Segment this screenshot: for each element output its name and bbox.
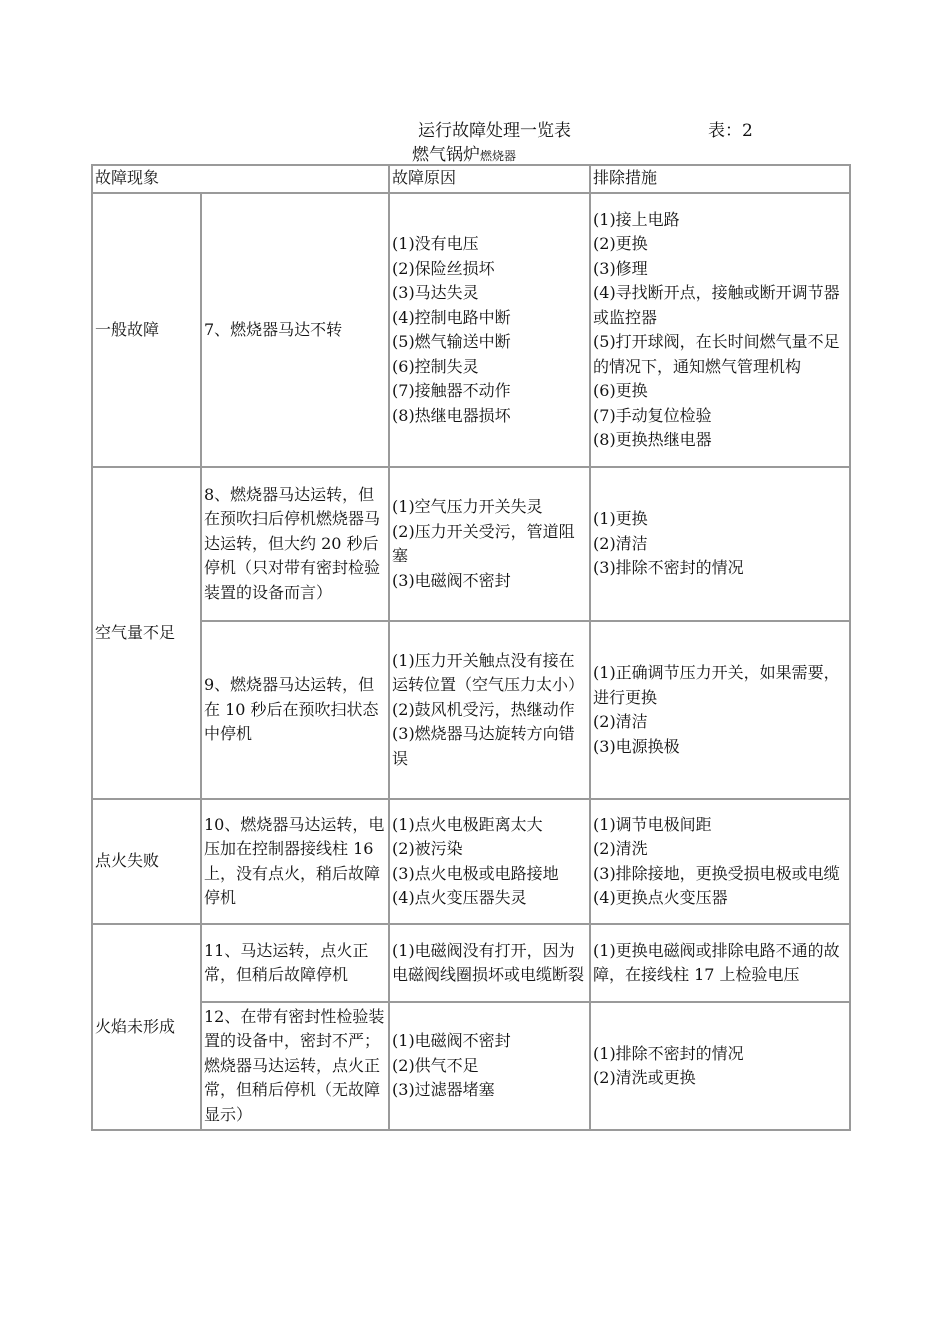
subtitle-small: 燃烧器 <box>480 149 517 163</box>
remedy-cell <box>590 621 850 799</box>
cause-item: (3)点火电极或电路接地 <box>392 863 559 883</box>
title-row <box>0 116 950 141</box>
cause-item: (4)点火变压器失灵 <box>392 888 527 907</box>
cause-cell <box>389 1002 590 1130</box>
table-row <box>92 924 850 1002</box>
cause-item: (2)被污染 <box>392 839 463 858</box>
remedy-cell <box>590 193 850 467</box>
cause-item: (1)电磁阀不密封 <box>392 1031 511 1051</box>
table-row <box>92 467 850 621</box>
symptom-cell: 10、燃烧器马达运转，电压加在控制器接线柱 16 上，没有点火，稍后故障停机 <box>201 799 389 924</box>
cause-item: (8)热继电器损坏 <box>392 405 511 425</box>
remedy-item: (4)更换点火变压器 <box>593 888 728 907</box>
cause-cell <box>389 799 590 924</box>
remedy-item: (1)正确调节压力开关，如果需要，进行更换 <box>593 663 840 707</box>
header-symptom: 故障现象 <box>92 165 389 193</box>
symptom-cell: 11、马达运转，点火正常，但稍后故障停机 <box>201 924 389 1002</box>
header-cause: 故障原因 <box>389 165 590 193</box>
remedy-item: (1)接上电路 <box>593 209 680 229</box>
remedy-item: (2)清洁 <box>593 712 648 731</box>
page-subtitle <box>412 140 516 165</box>
cause-item: (1)压力开关触点没有接在运转位置（空气压力太小） <box>392 650 585 695</box>
table-row <box>92 1002 850 1130</box>
remedy-cell <box>590 467 850 621</box>
remedy-item: (1)更换 <box>593 509 648 529</box>
cause-item: (1)没有电压 <box>392 234 479 253</box>
remedy-item: (5)打开球阀，在长时间燃气量不足的情况下，通知燃气管理机构 <box>593 332 840 376</box>
category-cell: 空气量不足 <box>92 467 201 799</box>
table-header-row <box>92 165 850 193</box>
header-remedy: 排除措施 <box>590 165 850 193</box>
page-title: 运行故障处理一览表 <box>418 121 571 141</box>
cause-item: (5)燃气输送中断 <box>392 332 511 351</box>
cause-item: (2)压力开关受污，管道阻塞 <box>392 521 575 565</box>
cause-cell <box>389 467 590 621</box>
remedy-item: (8)更换热继电器 <box>593 430 712 449</box>
remedy-item: (4)寻找断开点，接触或断开调节器或监控器 <box>593 283 840 327</box>
remedy-item: (3)排除不密封的情况 <box>593 558 744 578</box>
cause-item: (2)鼓风机受污，热继动作 <box>392 699 575 719</box>
cause-item: (3)马达失灵 <box>392 283 479 302</box>
cause-item: (3)电磁阀不密封 <box>392 570 511 590</box>
cause-item: (6)控制失灵 <box>392 356 479 376</box>
remedy-item: (7)手动复位检验 <box>593 405 712 425</box>
remedy-cell <box>590 924 850 1002</box>
remedy-item: (1)排除不密封的情况 <box>593 1043 744 1063</box>
cause-item: (3)燃烧器马达旋转方向错误 <box>392 724 575 768</box>
remedy-item: (3)修理 <box>593 258 648 278</box>
symptom-cell: 8、燃烧器马达运转，但在预吹扫后停机燃烧器马达运转，但大约 20 秒后停机（只对带有密封检验装置的设备而言） <box>201 467 389 621</box>
table-row <box>92 799 850 924</box>
cause-cell <box>389 621 590 799</box>
remedy-item: (2)更换 <box>593 234 648 253</box>
cause-item: (2)保险丝损坏 <box>392 258 495 278</box>
table-row <box>92 193 850 467</box>
cause-cell <box>389 924 590 1002</box>
symptom-cell: 12、在带有密封性检验装置的设备中，密封不严；燃烧器马达运转，点火正常，但稍后停机（无故障显示） <box>201 1002 389 1130</box>
category-cell: 点火失败 <box>92 799 201 924</box>
remedy-item: (1)调节电极间距 <box>593 814 712 834</box>
cause-item: (4)控制电路中断 <box>392 307 511 327</box>
remedy-item: (6)更换 <box>593 381 648 400</box>
category-cell: 火焰未形成 <box>92 924 201 1130</box>
remedy-item: (3)排除接地，更换受损电极或电缆 <box>593 863 840 883</box>
remedy-cell <box>590 799 850 924</box>
table-row <box>92 621 850 799</box>
category-cell: 一般故障 <box>92 193 201 467</box>
remedy-item: (2)清洗 <box>593 839 648 858</box>
fault-table <box>91 164 851 1131</box>
subtitle-main: 燃气锅炉 <box>412 145 480 165</box>
symptom-cell: 7、燃烧器马达不转 <box>201 193 389 467</box>
remedy-item: (3)电源换极 <box>593 736 680 756</box>
table-number: 表：2 <box>708 121 753 141</box>
remedy-cell <box>590 1002 850 1130</box>
cause-item: (1)空气压力开关失灵 <box>392 497 543 516</box>
symptom-cell: 9、燃烧器马达运转，但在 10 秒后在预吹扫状态中停机 <box>201 621 389 799</box>
cause-item: (1)点火电极距离太大 <box>392 814 543 834</box>
remedy-item: (2)清洁 <box>593 533 648 553</box>
remedy-item: (1)更换电磁阀或排除电路不通的故障，在接线柱 17 上检验电压 <box>593 940 840 984</box>
cause-item: (2)供气不足 <box>392 1055 479 1075</box>
cause-cell <box>389 193 590 467</box>
cause-item: (7)接触器不动作 <box>392 381 511 400</box>
cause-item: (1)电磁阀没有打开，因为电磁阀线圈损坏或电缆断裂 <box>392 940 585 984</box>
cause-item: (3)过滤器堵塞 <box>392 1080 495 1100</box>
remedy-item: (2)清洗或更换 <box>593 1068 696 1087</box>
